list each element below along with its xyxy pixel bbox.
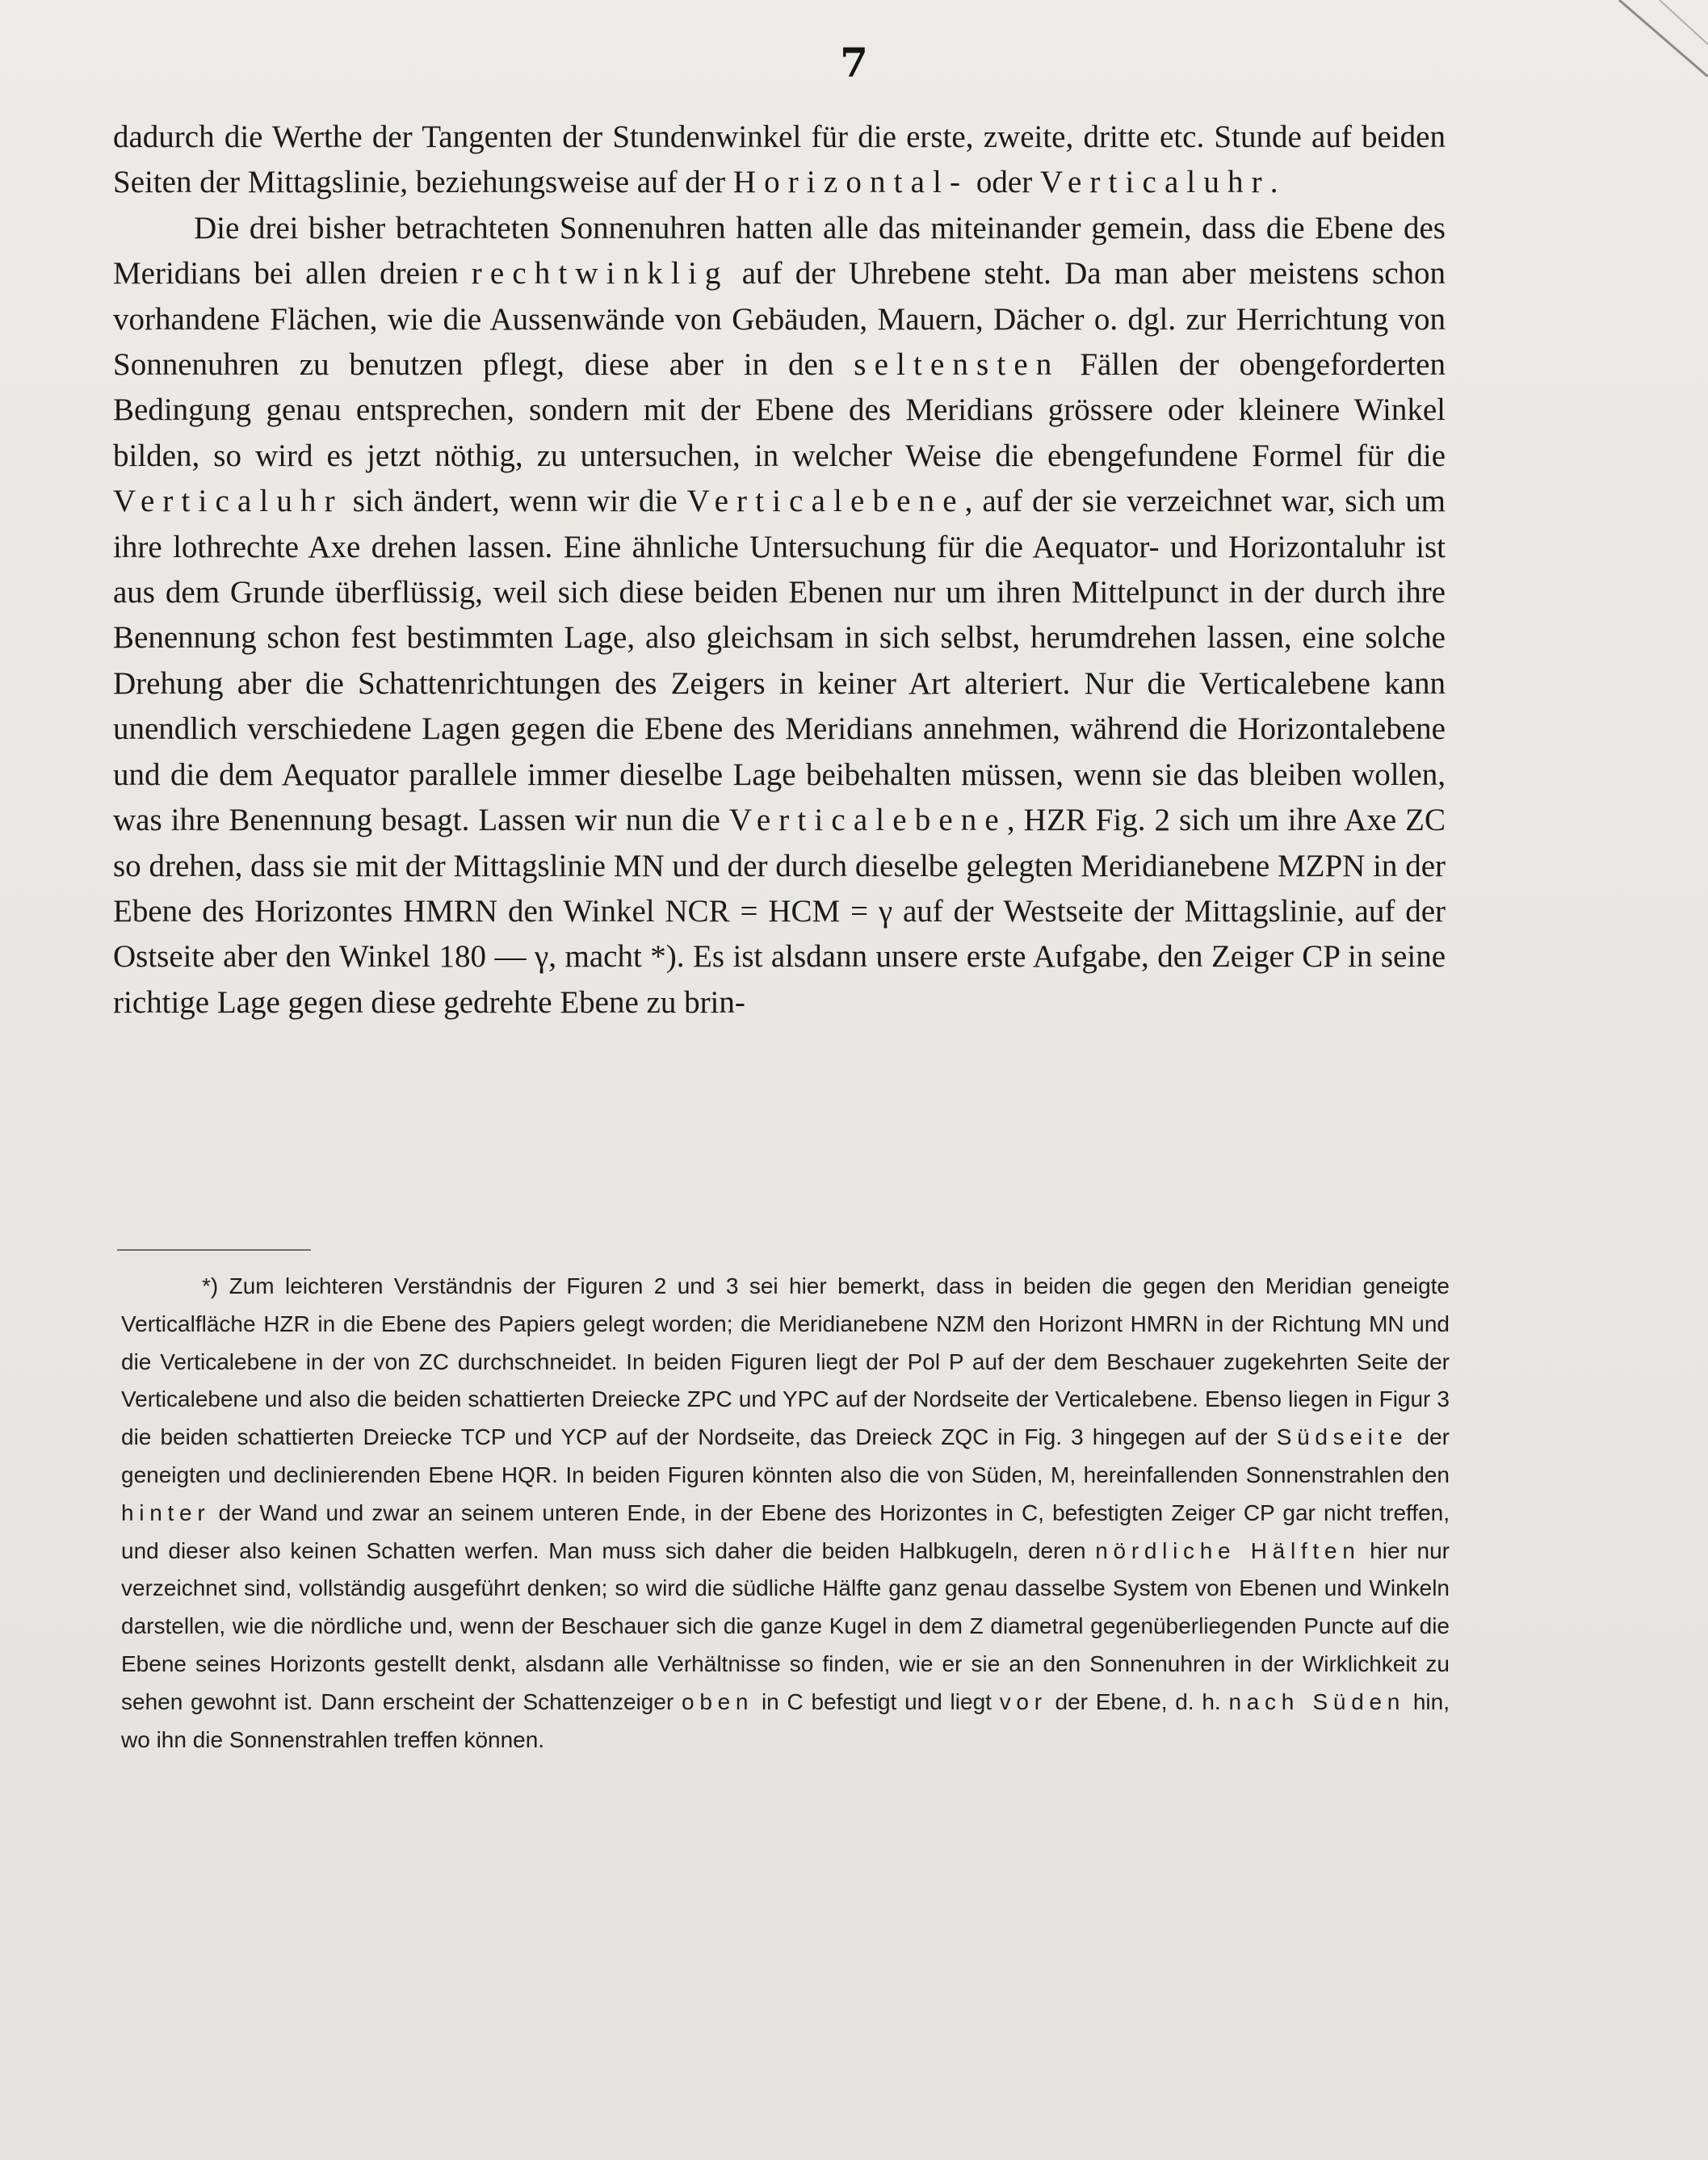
text-run: dadurch die Werthe der Tangenten der Stundenwinkel für die erste, zweite, dritte etc. Stunde auf beiden Seiten der Mittagslinie, beziehungsweise auf der [113,120,1446,200]
text-run: , auf der sie verzeichnet war, sich um ihre lothrechte Axe drehen lassen. Eine ähnliche Untersuchung für die Aequator- und Horizontaluhr ist aus dem Grunde überflüssig, weil sich diese beiden Ebenen nur um ihren Mittelpunct in der durch ihre Benennung schon fest bestimmten Lage, also gleichsam in sich selbst, herumdrehen lassen, eine solche Drehung aber die Schattenrichtungen des Zeigers in keiner Art alteriert. Nur die Verticalebene kann unendlich verschiedene Lagen gegen die Ebene des Meridians annehmen, während die Horizontalebene und die dem Aequator parallele immer dieselbe Lage beibehalten müssen, wenn sie das bleiben wollen, was ihre Benennung besagt. Lassen wir nun die [113,484,1446,838]
spaced-emphasis-text: Horizontal- [732,165,969,200]
text-run: , HZR Fig. 2 sich um ihre Axe ZC so drehen, dass sie mit der Mittagslinie MN und der durch dieselbe gelegten Meridianebene MZPN in der Ebene des Horizontes HMRN den Winkel NCR = HCM = γ auf der Westseite der Mittagslinie, auf der Ostseite aber den Winkel 180 — γ, macht *). Es ist alsdann unsere erste Aufgabe, den Zeiger CP in seine richtige Lage gegen diese gedrehte Ebene zu brin- [113,803,1446,1020]
text-run: auf der Uhrebene steht. Da man aber meistens schon vorhandene Flächen, wie die Aussenwände von Gebäuden, Mauern, Dächer o. dgl. zur Herrichtung von Sonnenuhren zu benutzen pflegt, diese aber in den [113,256,1446,383]
paragraph [113,206,1446,1025]
text-run: hier nur verzeichnet sind, vollständig ausgeführt denken; so wird die südliche Hälfte ganz genau dasselbe System von Ebenen und Winkeln darstellen, wie die nördliche und, wenn der Beschauer sich die ganze Kugel in dem Z diametral gegenüberliegenden Puncte auf die Ebene seines Horizonts gestellt denkt, alsdann alle Verhältnisse so finden, wie er sie an den Sonnenuhren in der Wirklichkeit zu sehen gewohnt ist. Dann erscheint der Schattenzeiger [121,1537,1450,1714]
spaced-emphasis-text: nach Süden [1228,1688,1406,1714]
text-run: Fällen der obengeforderten Bedingung genau entsprechen, sondern mit der Ebene des Meridians grössere oder kleinere Winkel bilden, so wird es jetzt nöthig, zu untersuchen, in welcher Weise die ebengefundene Formel für die [113,347,1446,473]
text-run: Die drei bisher betrachteten Sonnenuhren hatten alle das miteinander gemein, dass die Ebene des Meridians bei allen dreien [113,210,1446,291]
paragraph [113,115,1446,206]
spaced-emphasis-text: seltensten [854,347,1060,383]
page-number: 7 [840,39,868,86]
text-run: der Ebene, d. h. [1047,1688,1229,1714]
spaced-emphasis-text: vor [999,1688,1047,1714]
text-run: sich ändert, wenn wir die [342,484,687,519]
text-run: oder [968,165,1040,200]
spaced-emphasis-text: Südseite [1276,1424,1408,1450]
spaced-emphasis-text: oben [682,1688,754,1714]
text-run: *) Zum leichteren Verständnis der Figuren 2 und 3 sei hier bemerkt, dass in beiden die gegen den Meridian geneigte Verticalfläche HZR in die Ebene des Papiers gelegt worden; die Meridianebene NZM den Horizont HMRN in der Richtung MN und die Verticalebene in der von ZC durchschneidet. In beiden Figuren liegt der Pol P auf der dem Beschauer zugekehrten Seite der Verticalebene und also die beiden schattierten Dreiecke ZPC und YPC auf der Nordseite der Verticalebene. Ebenso liegen in Figur 3 die beiden schattierten Dreiecke TCP und YCP auf der Nordseite, das Dreieck ZQC in Fig. 3 hingegen auf der [121,1273,1450,1450]
body-text [113,115,1446,1025]
footnote [121,1268,1450,1759]
spaced-emphasis-text: hinter [121,1499,211,1525]
spaced-emphasis-text: rechtwinklig [471,256,729,291]
spaced-emphasis-text: Verticaluhr [113,484,343,519]
spaced-emphasis-text: Verticalebene [728,803,1007,838]
text-run: hin, wo ihn die Sonnenstrahlen treffen können. [121,1688,1450,1752]
spaced-emphasis-text: Verticaluhr [1039,165,1270,200]
footnote-rule [117,1249,311,1251]
spaced-emphasis-text: nördliche Hälften [1095,1537,1361,1563]
text-run: . [1269,165,1278,200]
text-run: der Wand und zwar an seinem unteren Ende, in der Ebene des Horizontes in C, befestigten Zeiger CP gar nicht treffen, und dieser also keinen Schatten werfen. Man muss sich daher die beiden Halbkugeln, deren [121,1499,1450,1563]
text-run: in C befestigt und liegt [753,1688,1000,1714]
text-run: der geneigten und declinierenden Ebene HQR. In beiden Figuren könnten also die von Süden, M, hereinfallenden Sonnenstrahlen den [121,1424,1450,1487]
spaced-emphasis-text: Verticalebene [686,484,965,519]
